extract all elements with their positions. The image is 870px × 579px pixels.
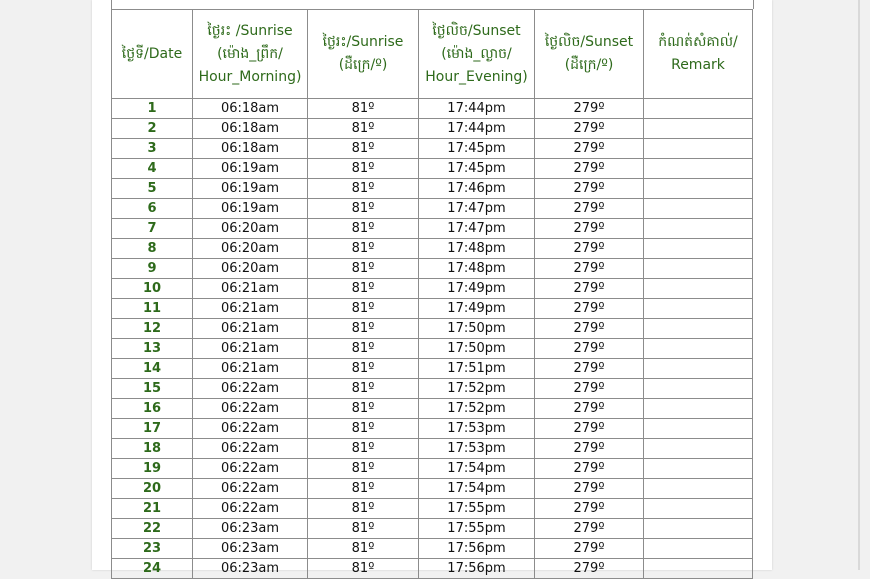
cell-sunset-time: 17:46pm bbox=[419, 179, 535, 199]
cell-sunset-time: 17:49pm bbox=[419, 279, 535, 299]
table-row bbox=[112, 379, 753, 399]
cell-sunset-time: 17:56pm bbox=[419, 559, 535, 579]
cell-sunrise-degree: 81º bbox=[308, 179, 419, 199]
header-line: កំណត់សំគាល់/ bbox=[658, 34, 738, 50]
cell-sunrise-degree: 81º bbox=[308, 439, 419, 459]
cell-day: 3 bbox=[112, 139, 193, 159]
cell-remark bbox=[644, 519, 753, 539]
cell-sunset-degree: 279º bbox=[535, 479, 644, 499]
cell-sunset-degree: 279º bbox=[535, 499, 644, 519]
cell-day: 10 bbox=[112, 279, 193, 299]
cell-sunrise-degree: 81º bbox=[308, 459, 419, 479]
cell-sunset-time: 17:48pm bbox=[419, 239, 535, 259]
cell-sunrise-time: 06:19am bbox=[193, 199, 308, 219]
cell-sunrise-degree: 81º bbox=[308, 239, 419, 259]
cell-sunset-degree: 279º bbox=[535, 259, 644, 279]
cell-sunset-time: 17:55pm bbox=[419, 519, 535, 539]
cell-sunset-degree: 279º bbox=[535, 219, 644, 239]
table-row bbox=[112, 299, 753, 319]
cell-sunrise-degree: 81º bbox=[308, 539, 419, 559]
header-line: ថ្ងៃរះ /Sunrise bbox=[207, 22, 293, 39]
cell-sunrise-time: 06:22am bbox=[193, 459, 308, 479]
cell-sunrise-time: 06:20am bbox=[193, 259, 308, 279]
cell-sunset-time: 17:51pm bbox=[419, 359, 535, 379]
header-line: (ដឺក្រេ/º) bbox=[338, 57, 388, 73]
cell-day: 15 bbox=[112, 379, 193, 399]
cell-sunset-time: 17:54pm bbox=[419, 479, 535, 499]
cell-sunrise-degree: 81º bbox=[308, 279, 419, 299]
cell-sunset-degree: 279º bbox=[535, 179, 644, 199]
cell-day: 8 bbox=[112, 239, 193, 259]
cell-day: 6 bbox=[112, 199, 193, 219]
cell-sunset-time: 17:48pm bbox=[419, 259, 535, 279]
cell-remark bbox=[644, 339, 753, 359]
cell-sunrise-degree: 81º bbox=[308, 319, 419, 339]
page-edge-shadow bbox=[858, 0, 860, 570]
cell-sunrise-time: 06:22am bbox=[193, 419, 308, 439]
cell-sunrise-degree: 81º bbox=[308, 399, 419, 419]
cell-sunrise-time: 06:21am bbox=[193, 299, 308, 319]
cell-day: 7 bbox=[112, 219, 193, 239]
cell-day: 5 bbox=[112, 179, 193, 199]
cell-day: 16 bbox=[112, 399, 193, 419]
cell-sunset-degree: 279º bbox=[535, 399, 644, 419]
sunrise-sunset-table bbox=[111, 9, 753, 579]
cell-sunset-time: 17:52pm bbox=[419, 399, 535, 419]
table-row bbox=[112, 199, 753, 219]
cell-day: 20 bbox=[112, 479, 193, 499]
header-line: (ម៉ោង_ល្ងាច/ bbox=[441, 45, 512, 62]
table-row bbox=[112, 259, 753, 279]
table-row bbox=[112, 519, 753, 539]
cell-day: 24 bbox=[112, 559, 193, 579]
cell-day: 9 bbox=[112, 259, 193, 279]
header-line: ថ្ងៃលិច/Sunset bbox=[544, 34, 634, 50]
table-row bbox=[112, 119, 753, 139]
cell-sunrise-degree: 81º bbox=[308, 299, 419, 319]
cell-day: 4 bbox=[112, 159, 193, 179]
cell-sunset-degree: 279º bbox=[535, 199, 644, 219]
table-row bbox=[112, 479, 753, 499]
cell-sunset-degree: 279º bbox=[535, 119, 644, 139]
cell-sunset-time: 17:53pm bbox=[419, 439, 535, 459]
cell-remark bbox=[644, 479, 753, 499]
cell-remark bbox=[644, 299, 753, 319]
cell-sunrise-degree: 81º bbox=[308, 559, 419, 579]
cell-sunrise-degree: 81º bbox=[308, 419, 419, 439]
header-row bbox=[112, 10, 753, 99]
cell-sunrise-degree: 81º bbox=[308, 259, 419, 279]
header-line: (ដឺក្រេ/º) bbox=[564, 57, 614, 73]
cell-sunrise-degree: 81º bbox=[308, 119, 419, 139]
cell-remark bbox=[644, 439, 753, 459]
cell-day: 14 bbox=[112, 359, 193, 379]
table-row bbox=[112, 239, 753, 259]
cell-remark bbox=[644, 559, 753, 579]
cell-sunrise-time: 06:18am bbox=[193, 119, 308, 139]
cell-sunrise-time: 06:18am bbox=[193, 139, 308, 159]
cell-sunrise-time: 06:22am bbox=[193, 399, 308, 419]
cell-sunset-time: 17:45pm bbox=[419, 139, 535, 159]
cell-remark bbox=[644, 179, 753, 199]
cell-sunrise-degree: 81º bbox=[308, 519, 419, 539]
cell-remark bbox=[644, 539, 753, 559]
cell-sunrise-time: 06:23am bbox=[193, 539, 308, 559]
cell-day: 1 bbox=[112, 99, 193, 119]
cell-sunset-degree: 279º bbox=[535, 359, 644, 379]
cell-day: 21 bbox=[112, 499, 193, 519]
table-row bbox=[112, 279, 753, 299]
header-line: ថ្ងៃរះ/Sunrise bbox=[322, 34, 404, 50]
cell-sunrise-time: 06:22am bbox=[193, 439, 308, 459]
cell-sunset-time: 17:47pm bbox=[419, 219, 535, 239]
cell-day: 2 bbox=[112, 119, 193, 139]
cell-sunset-degree: 279º bbox=[535, 239, 644, 259]
cell-remark bbox=[644, 239, 753, 259]
cell-sunrise-time: 06:23am bbox=[193, 559, 308, 579]
cell-sunset-time: 17:44pm bbox=[419, 99, 535, 119]
cell-sunset-degree: 279º bbox=[535, 279, 644, 299]
cell-sunset-degree: 279º bbox=[535, 379, 644, 399]
cell-sunrise-time: 06:22am bbox=[193, 499, 308, 519]
header-sunset-time bbox=[419, 10, 535, 99]
table-row bbox=[112, 539, 753, 559]
cell-sunset-degree: 279º bbox=[535, 299, 644, 319]
cell-sunrise-time: 06:23am bbox=[193, 519, 308, 539]
header-remark bbox=[644, 10, 753, 99]
cell-remark bbox=[644, 499, 753, 519]
cell-sunset-time: 17:50pm bbox=[419, 319, 535, 339]
cell-day: 12 bbox=[112, 319, 193, 339]
cell-sunset-degree: 279º bbox=[535, 419, 644, 439]
cell-sunset-degree: 279º bbox=[535, 319, 644, 339]
cell-remark bbox=[644, 119, 753, 139]
cell-sunset-time: 17:52pm bbox=[419, 379, 535, 399]
cell-sunset-degree: 279º bbox=[535, 559, 644, 579]
cell-sunset-degree: 279º bbox=[535, 339, 644, 359]
table-row bbox=[112, 559, 753, 579]
cell-remark bbox=[644, 459, 753, 479]
cell-sunrise-time: 06:20am bbox=[193, 239, 308, 259]
table-row bbox=[112, 459, 753, 479]
cell-sunset-time: 17:53pm bbox=[419, 419, 535, 439]
header-line: ថ្ងៃលិច/Sunset bbox=[432, 22, 521, 39]
header-line: Hour_Evening) bbox=[425, 68, 528, 85]
cell-remark bbox=[644, 279, 753, 299]
cell-remark bbox=[644, 319, 753, 339]
header-line: ថ្ងៃទី/Date bbox=[121, 45, 183, 62]
table-row bbox=[112, 499, 753, 519]
cell-remark bbox=[644, 379, 753, 399]
header-sunrise-degree bbox=[308, 10, 419, 99]
table-row bbox=[112, 419, 753, 439]
cell-sunset-degree: 279º bbox=[535, 139, 644, 159]
table-row bbox=[112, 159, 753, 179]
cell-sunset-time: 17:49pm bbox=[419, 299, 535, 319]
cell-sunrise-time: 06:22am bbox=[193, 479, 308, 499]
cell-sunrise-degree: 81º bbox=[308, 339, 419, 359]
cell-sunset-degree: 279º bbox=[535, 459, 644, 479]
header-line: (ម៉ោង_ព្រឹក/ bbox=[217, 45, 283, 62]
table-row bbox=[112, 99, 753, 119]
cell-sunset-time: 17:50pm bbox=[419, 339, 535, 359]
cell-remark bbox=[644, 159, 753, 179]
cell-day: 17 bbox=[112, 419, 193, 439]
cell-sunset-time: 17:47pm bbox=[419, 199, 535, 219]
header-sunrise-time bbox=[193, 10, 308, 99]
cell-remark bbox=[644, 219, 753, 239]
cell-day: 22 bbox=[112, 519, 193, 539]
cell-remark bbox=[644, 259, 753, 279]
table-row bbox=[112, 319, 753, 339]
cell-sunrise-time: 06:18am bbox=[193, 99, 308, 119]
cell-sunrise-degree: 81º bbox=[308, 479, 419, 499]
table-row bbox=[112, 219, 753, 239]
cell-sunrise-degree: 81º bbox=[308, 139, 419, 159]
cropped-title-band bbox=[111, 0, 754, 9]
cell-day: 18 bbox=[112, 439, 193, 459]
cell-sunset-time: 17:45pm bbox=[419, 159, 535, 179]
table-row bbox=[112, 359, 753, 379]
cell-sunrise-time: 06:21am bbox=[193, 279, 308, 299]
cell-sunrise-degree: 81º bbox=[308, 159, 419, 179]
cell-sunset-degree: 279º bbox=[535, 519, 644, 539]
header-sunset-degree bbox=[535, 10, 644, 99]
cell-sunrise-time: 06:21am bbox=[193, 359, 308, 379]
cell-sunset-degree: 279º bbox=[535, 439, 644, 459]
cell-day: 19 bbox=[112, 459, 193, 479]
table-row bbox=[112, 399, 753, 419]
cell-remark bbox=[644, 99, 753, 119]
table-row bbox=[112, 439, 753, 459]
cell-day: 11 bbox=[112, 299, 193, 319]
cell-sunset-time: 17:54pm bbox=[419, 459, 535, 479]
cell-sunrise-degree: 81º bbox=[308, 359, 419, 379]
header-line: Hour_Morning) bbox=[198, 68, 302, 85]
cell-sunrise-time: 06:21am bbox=[193, 319, 308, 339]
cell-remark bbox=[644, 399, 753, 419]
header-date bbox=[112, 10, 193, 99]
cell-sunset-degree: 279º bbox=[535, 99, 644, 119]
cell-sunrise-degree: 81º bbox=[308, 499, 419, 519]
table-row bbox=[112, 139, 753, 159]
cell-sunrise-time: 06:19am bbox=[193, 179, 308, 199]
cell-sunrise-time: 06:21am bbox=[193, 339, 308, 359]
cell-sunrise-degree: 81º bbox=[308, 99, 419, 119]
cell-remark bbox=[644, 419, 753, 439]
cell-sunset-time: 17:55pm bbox=[419, 499, 535, 519]
cell-sunset-time: 17:44pm bbox=[419, 119, 535, 139]
cell-remark bbox=[644, 359, 753, 379]
table-row bbox=[112, 179, 753, 199]
cell-sunrise-degree: 81º bbox=[308, 199, 419, 219]
cell-sunrise-degree: 81º bbox=[308, 379, 419, 399]
cell-sunrise-time: 06:22am bbox=[193, 379, 308, 399]
table-row bbox=[112, 339, 753, 359]
cell-day: 13 bbox=[112, 339, 193, 359]
header-line: Remark bbox=[671, 57, 725, 73]
cell-sunset-degree: 279º bbox=[535, 159, 644, 179]
cell-remark bbox=[644, 199, 753, 219]
cell-sunset-time: 17:56pm bbox=[419, 539, 535, 559]
cell-sunrise-degree: 81º bbox=[308, 219, 419, 239]
cell-sunset-degree: 279º bbox=[535, 539, 644, 559]
cell-sunrise-time: 06:19am bbox=[193, 159, 308, 179]
cell-day: 23 bbox=[112, 539, 193, 559]
cell-sunrise-time: 06:20am bbox=[193, 219, 308, 239]
cell-remark bbox=[644, 139, 753, 159]
